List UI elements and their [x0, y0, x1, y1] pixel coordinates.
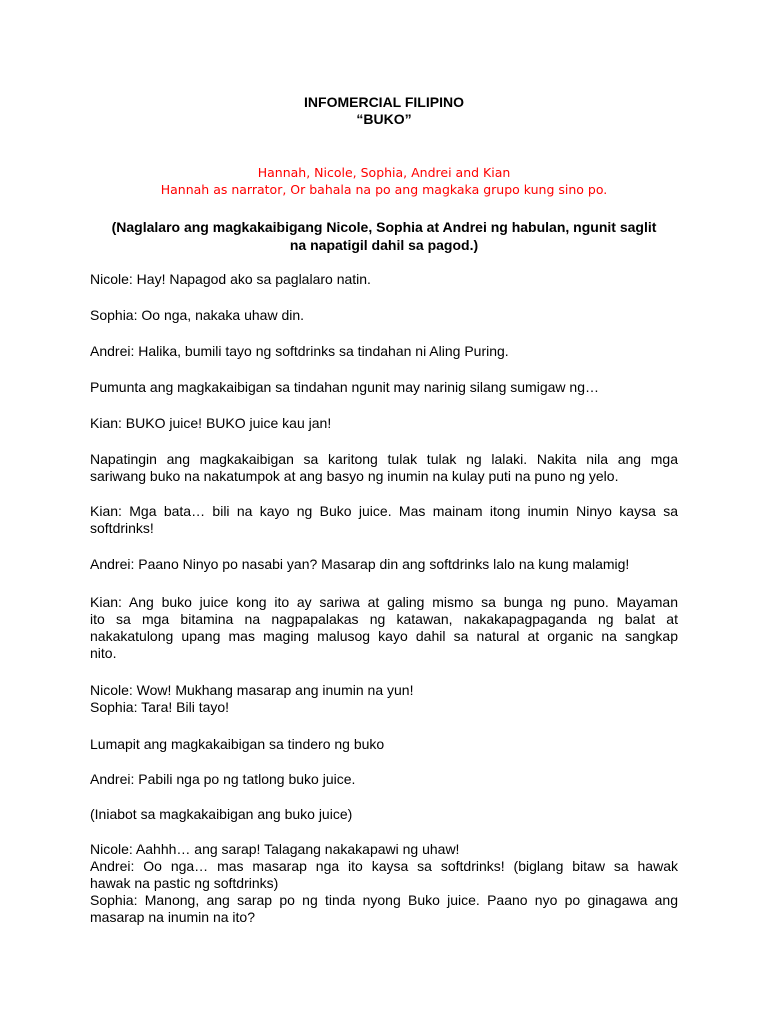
script-paragraph: Lumapit ang magkakaibigan sa tindero ng buko — [90, 736, 385, 752]
script-paragraph — [90, 841, 678, 926]
script-line: Nicole: Aahhh… ang sarap! Talagang nakakapawi ng uhaw! — [90, 841, 460, 857]
script-paragraph — [90, 682, 678, 716]
script-paragraph: Pumunta ang magkakaibigan sa tindahan ngunit may narinig silang sumigaw ng… — [90, 379, 599, 395]
cast-list: Hannah, Nicole, Sophia, Andrei and Kian — [257, 165, 511, 180]
script-line: hawak na pastic ng softdrinks) — [90, 875, 279, 891]
script-line: Andrei: Oo nga… mas masarap nga ito kaysa sa softdrinks! (biglang bitaw sa hawak — [90, 858, 678, 874]
script-line: Kian: Mga bata… bili na kayo ng Buko juice. Mas mainam itong inumin Ninyo kaysa sa — [90, 503, 678, 519]
stage-direction-line: (Naglalaro ang magkakaibigang Nicole, Sophia at Andrei ng habulan, ngunit saglit — [111, 219, 657, 235]
script-paragraph — [90, 503, 678, 537]
script-line: Sophia: Tara! Bili tayo! — [90, 699, 230, 715]
script-line: Nicole: Wow! Mukhang masarap ang inumin na yun! — [90, 682, 414, 698]
script-line: nito. — [90, 645, 117, 661]
script-paragraph: Sophia: Oo nga, nakaka uhaw din. — [90, 307, 305, 323]
script-paragraph: Andrei: Halika, bumili tayo ng softdrinks sa tindahan ni Aling Puring. — [90, 343, 509, 359]
script-paragraph: Nicole: Hay! Napagod ako sa paglalaro natin. — [90, 271, 371, 287]
script-line: sariwang buko na nakatumpok at ang basyo ng inumin na kulay puti na puno ng yelo. — [90, 468, 619, 484]
cast-note: Hannah as narrator, Or bahala na po ang magkaka grupo kung sino po. — [160, 182, 608, 197]
document-subtitle: “BUKO” — [356, 111, 412, 127]
script-paragraph: Andrei: Pabili nga po ng tatlong buko juice. — [90, 771, 356, 787]
script-paragraph: (Iniabot sa magkakaibigan ang buko juice) — [90, 806, 353, 822]
stage-direction-line: na napatigil dahil sa pagod.) — [289, 237, 479, 253]
script-line: Sophia: Manong, ang sarap po ng tinda nyong Buko juice. Paano nyo po ginagawa ang — [90, 892, 678, 908]
script-line: nakakatulong upang mas maging malusog kayo dahil sa natural at organic na sangkap — [90, 628, 678, 644]
stage-direction — [90, 218, 678, 254]
script-line: Kian: Ang buko juice kong ito ay sariwa at galing mismo sa bunga ng puno. Mayaman — [90, 594, 678, 610]
script-paragraph: Kian: BUKO juice! BUKO juice kau jan! — [90, 415, 332, 431]
script-paragraph — [90, 594, 678, 662]
script-line: masarap na inumin na ito? — [90, 909, 255, 925]
script-paragraph: Andrei: Paano Ninyo po nasabi yan? Masarap din ang softdrinks lalo na kung malamig! — [90, 556, 630, 572]
script-line: softdrinks! — [90, 520, 154, 536]
document-title: INFOMERCIAL FILIPINO — [304, 94, 464, 110]
script-line: ito sa mga bitamina na nagpapalakas ng katawan, nakakapagpaganda ng balat at — [90, 611, 678, 627]
script-line: Napatingin ang magkakaibigan sa karitong tulak tulak ng lalaki. Nakita nila ang mga — [90, 451, 678, 467]
script-paragraph — [90, 451, 678, 485]
